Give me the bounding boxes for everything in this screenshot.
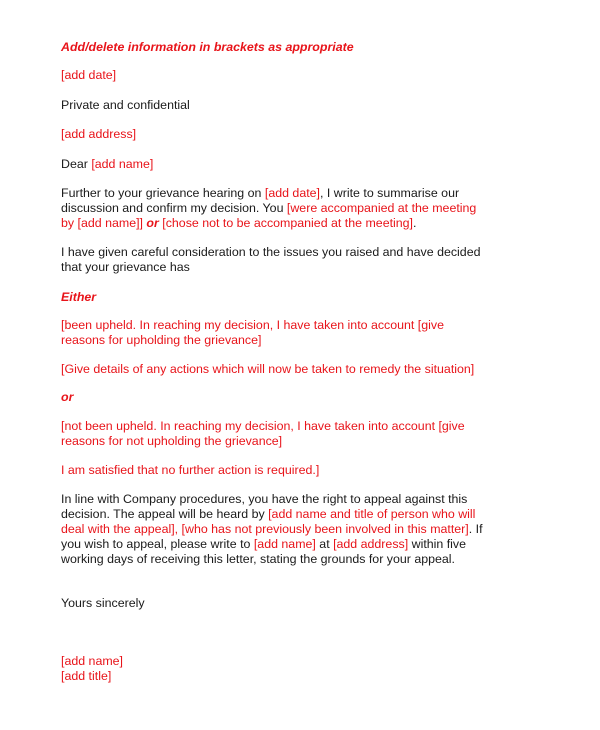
paragraph-line: reasons for upholding the grievance] [61, 333, 262, 347]
paragraph-line [61, 216, 416, 231]
placeholder-run: by [add name]] [61, 216, 147, 230]
placeholder-run: [add date] [264, 186, 320, 200]
placeholder-run: [were accompanied at the meeting [286, 201, 477, 215]
salutation-name: [add name] [91, 157, 154, 171]
paragraph-line [61, 507, 475, 522]
signature-title: [add title] [61, 669, 112, 683]
paragraph-line [61, 201, 476, 216]
text-run: you wish to appeal, please write to [61, 537, 254, 551]
paragraph-line: In line with Company procedures, you have the right to appeal against this [61, 492, 468, 506]
paragraph-line: reasons for not upholding the grievance] [61, 434, 283, 448]
address-placeholder: [add address] [61, 127, 137, 141]
text-run: , I write to summarise our [320, 186, 460, 200]
placeholder-run: [chose not to be accompanied at the meeting] [158, 216, 413, 230]
placeholder-run: [add name] [253, 537, 316, 551]
paragraph-line: working days of receiving this letter, stating the grounds for your appeal. [61, 552, 455, 566]
paragraph-line [61, 186, 459, 201]
or-run: or [146, 216, 159, 230]
placeholder-run: deal with the appeal], [who has not previously been involved in this matter] [61, 522, 469, 536]
signature-name: [add name] [61, 654, 123, 668]
text-run: discussion and confirm my decision. You [61, 201, 287, 215]
placeholder-run: [add name and title of person who will [268, 507, 476, 521]
paragraph-line: that your grievance has [61, 260, 190, 274]
salutation [61, 157, 153, 172]
paragraph-line: [been upheld. In reaching my decision, I have taken into account [give [61, 318, 444, 332]
either-label: Either [61, 290, 97, 304]
instruction-note: Add/delete information in brackets as appropriate [61, 40, 354, 54]
text-run: decision. The appeal will be heard by [61, 507, 269, 521]
text-run: Further to your grievance hearing on [61, 186, 265, 200]
salutation-dear: Dear [61, 157, 92, 171]
or-label: or [61, 390, 74, 404]
actions-paragraph: [Give details of any actions which will now be taken to remedy the situation] [61, 362, 475, 376]
private-confidential: Private and confidential [61, 98, 190, 112]
paragraph-line [61, 537, 466, 552]
paragraph-line [61, 522, 483, 537]
text-run: at [315, 537, 334, 551]
satisfied-paragraph: I am satisfied that no further action is required.] [61, 463, 320, 477]
paragraph-line: I have given careful consideration to the issues you raised and have decided [61, 245, 481, 259]
text-run: . If [468, 522, 483, 536]
closing: Yours sincerely [61, 596, 145, 610]
text-run: . [413, 216, 417, 230]
paragraph-line: [not been upheld. In reaching my decision, I have taken into account [give [61, 419, 465, 433]
placeholder-run: [add address] [333, 537, 409, 551]
date-placeholder: [add date] [61, 68, 117, 82]
text-run: within five [408, 537, 467, 551]
